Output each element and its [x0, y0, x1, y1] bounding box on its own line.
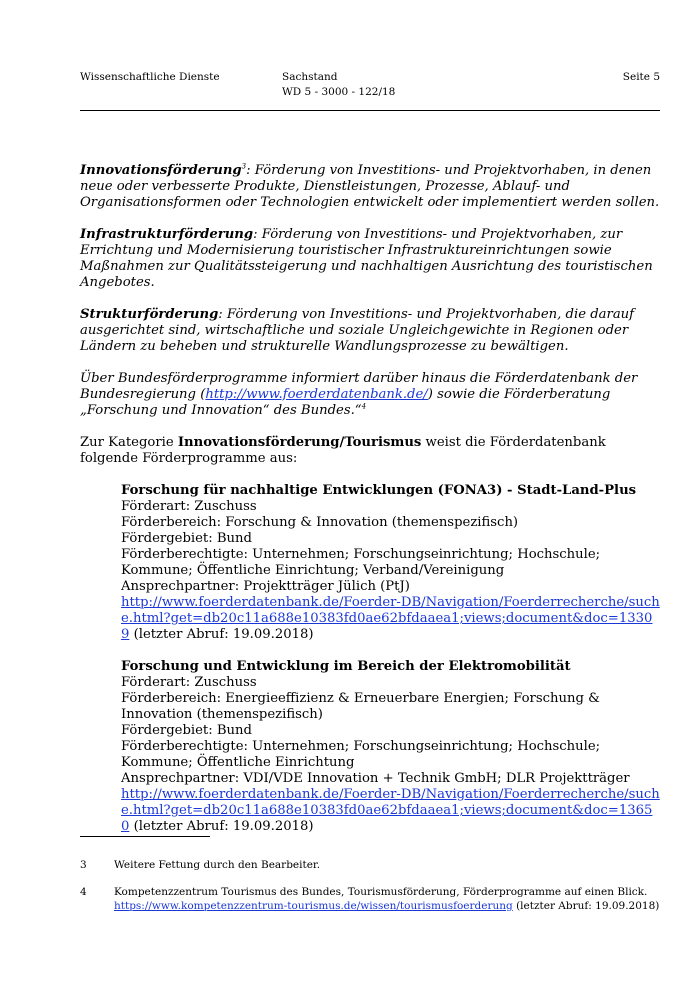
- footnote-link-line: [114, 899, 660, 913]
- program-entry: [121, 483, 660, 643]
- program-foerdergebiet: Fördergebiet: Bund: [121, 531, 252, 546]
- paragraph-innovationsfoerderung: [80, 163, 660, 211]
- program-foerdergebiet: Fördergebiet: Bund: [121, 723, 252, 738]
- program-foerderbereich: Förderbereich: Forschung & Innovation (themenspezifisch): [121, 515, 519, 530]
- header-org: Wissenschaftliche Dienste: [80, 71, 220, 83]
- program-foerderart: Förderart: Zuschuss: [121, 675, 257, 690]
- federal-text-after: ) sowie die Förderberatung „Forschung und Innovation“ des Bundes.“: [80, 387, 611, 418]
- program-link-line: [121, 787, 660, 835]
- term-infrastrukturfoerderung: Infrastrukturförderung: [80, 227, 254, 242]
- paragraph-category: [80, 435, 660, 467]
- footnote-text: Kompetenzzentrum Tourismus des Bundes, Tourismusförderung, Förderprogramme auf einen Blick.: [114, 886, 648, 898]
- program-link-line: [121, 595, 660, 643]
- term-innovationsfoerderung: Innovationsförderung: [80, 163, 242, 178]
- footnote-text: Weitere Fettung durch den Bearbeiter.: [114, 859, 321, 871]
- kompetenzzentrum-link[interactable]: https://www.kompetenzzentrum-tourismus.de/wissen/tourismusfoerderung: [114, 900, 513, 912]
- footnote-ref-3[interactable]: 3: [241, 162, 247, 171]
- program-title: Forschung für nachhaltige Entwicklungen (FONA3) - Stadt-Land-Plus: [121, 483, 637, 498]
- header-divider: [80, 110, 660, 111]
- program-ansprechpartner: Ansprechpartner: Projektträger Jülich (PtJ): [121, 579, 410, 594]
- category-text-after: weist die Förderdatenbank folgende Förderprogramme aus:: [80, 435, 606, 466]
- program-foerderart: Förderart: Zuschuss: [121, 499, 257, 514]
- footnote-ref-4[interactable]: 4: [361, 402, 367, 411]
- federal-text-before: Über Bundesförderprogramme informiert darüber hinaus die Förderdatenbank der Bundesregierung (: [80, 371, 638, 402]
- program-foerderberechtigte: Förderberechtigte: Unternehmen; Forschungseinrichtung; Hochschule; Kommune; Öffentliche Einrichtung: [121, 739, 601, 770]
- program-url-link[interactable]: http://www.foerderdatenbank.de/Foerder-DB/Navigation/Foerderrecherche/suche.html?get=db20c11a688e10383fd0ae62bfdaaea1;views;document&doc=13650: [121, 787, 660, 834]
- header-doc-id: WD 5 - 3000 - 122/18: [282, 86, 396, 98]
- program-title: Forschung und Entwicklung im Bereich der Elektromobilität: [121, 659, 571, 674]
- definition-text: : Förderung von Investitions- und Projektvorhaben, in denen neue oder verbesserte Produkte, Dienstleistungen, Prozesse, Ablauf- und Organisationsformen oder Technologien entwickelt oder implementiert werden sollen.: [80, 163, 660, 210]
- footnote-number: 4: [80, 886, 87, 898]
- program-access-date: (letzter Abruf: 19.09.2018): [129, 819, 314, 834]
- program-ansprechpartner: Ansprechpartner: VDI/VDE Innovation + Technik GmbH; DLR Projektträger: [121, 771, 630, 786]
- document-body: [80, 163, 660, 851]
- footnote-body: [114, 885, 660, 913]
- definition-text: : Förderung von Investitions- und Projektvorhaben, zur Errichtung und Modernisierung touristischer Infrastruktureinrichtungen sowie Maßnahmen zur Qualitätssteigerung und nachhaltigen Ausrichtung des touristischen Angebotes.: [80, 227, 653, 290]
- category-text-before: Zur Kategorie: [80, 435, 178, 450]
- definition-text: : Förderung von Investitions- und Projektvorhaben, die darauf ausgerichtet sind, wirtschaftliche und soziale Ungleichgewichte in Regionen oder Ländern zu beheben und strukturelle Wandlungsprozesse zu bewältigen.: [80, 307, 635, 354]
- header-doc-type: Sachstand: [282, 71, 338, 83]
- paragraph-strukturfoerderung: [80, 307, 660, 355]
- term-strukturfoerderung: Strukturförderung: [80, 307, 219, 322]
- footnote-3: [80, 858, 660, 872]
- paragraph-bundesfoerderprogramme: [80, 371, 660, 419]
- paragraph-infrastrukturfoerderung: [80, 227, 660, 291]
- foerderdatenbank-link[interactable]: http://www.foerderdatenbank.de/: [205, 387, 428, 402]
- header-doc-info: [282, 70, 395, 100]
- program-foerderbereich: Förderbereich: Energieeffizienz & Erneuerbare Energien; Forschung & Innovation (themenspezifisch): [121, 691, 600, 722]
- program-foerderberechtigte: Förderberechtigte: Unternehmen; Forschungseinrichtung; Hochschule; Kommune; Öffentliche Einrichtung; Verband/Vereinigung: [121, 547, 601, 578]
- footnote-number: 3: [80, 859, 87, 871]
- header-page-number: Seite 5: [622, 71, 660, 83]
- footnote-4: [80, 885, 660, 913]
- program-entry: [121, 659, 660, 835]
- program-access-date: (letzter Abruf: 19.09.2018): [129, 627, 314, 642]
- footnote-divider: [80, 836, 210, 837]
- program-url-link[interactable]: http://www.foerderdatenbank.de/Foerder-DB/Navigation/Foerderrecherche/suche.html?get=db20c11a688e10383fd0ae62bfdaaea1;views;document&doc=13309: [121, 595, 660, 642]
- footnote-access-date: (letzter Abruf: 19.09.2018): [512, 900, 660, 912]
- category-name: Innovationsförderung/Tourismus: [177, 435, 422, 450]
